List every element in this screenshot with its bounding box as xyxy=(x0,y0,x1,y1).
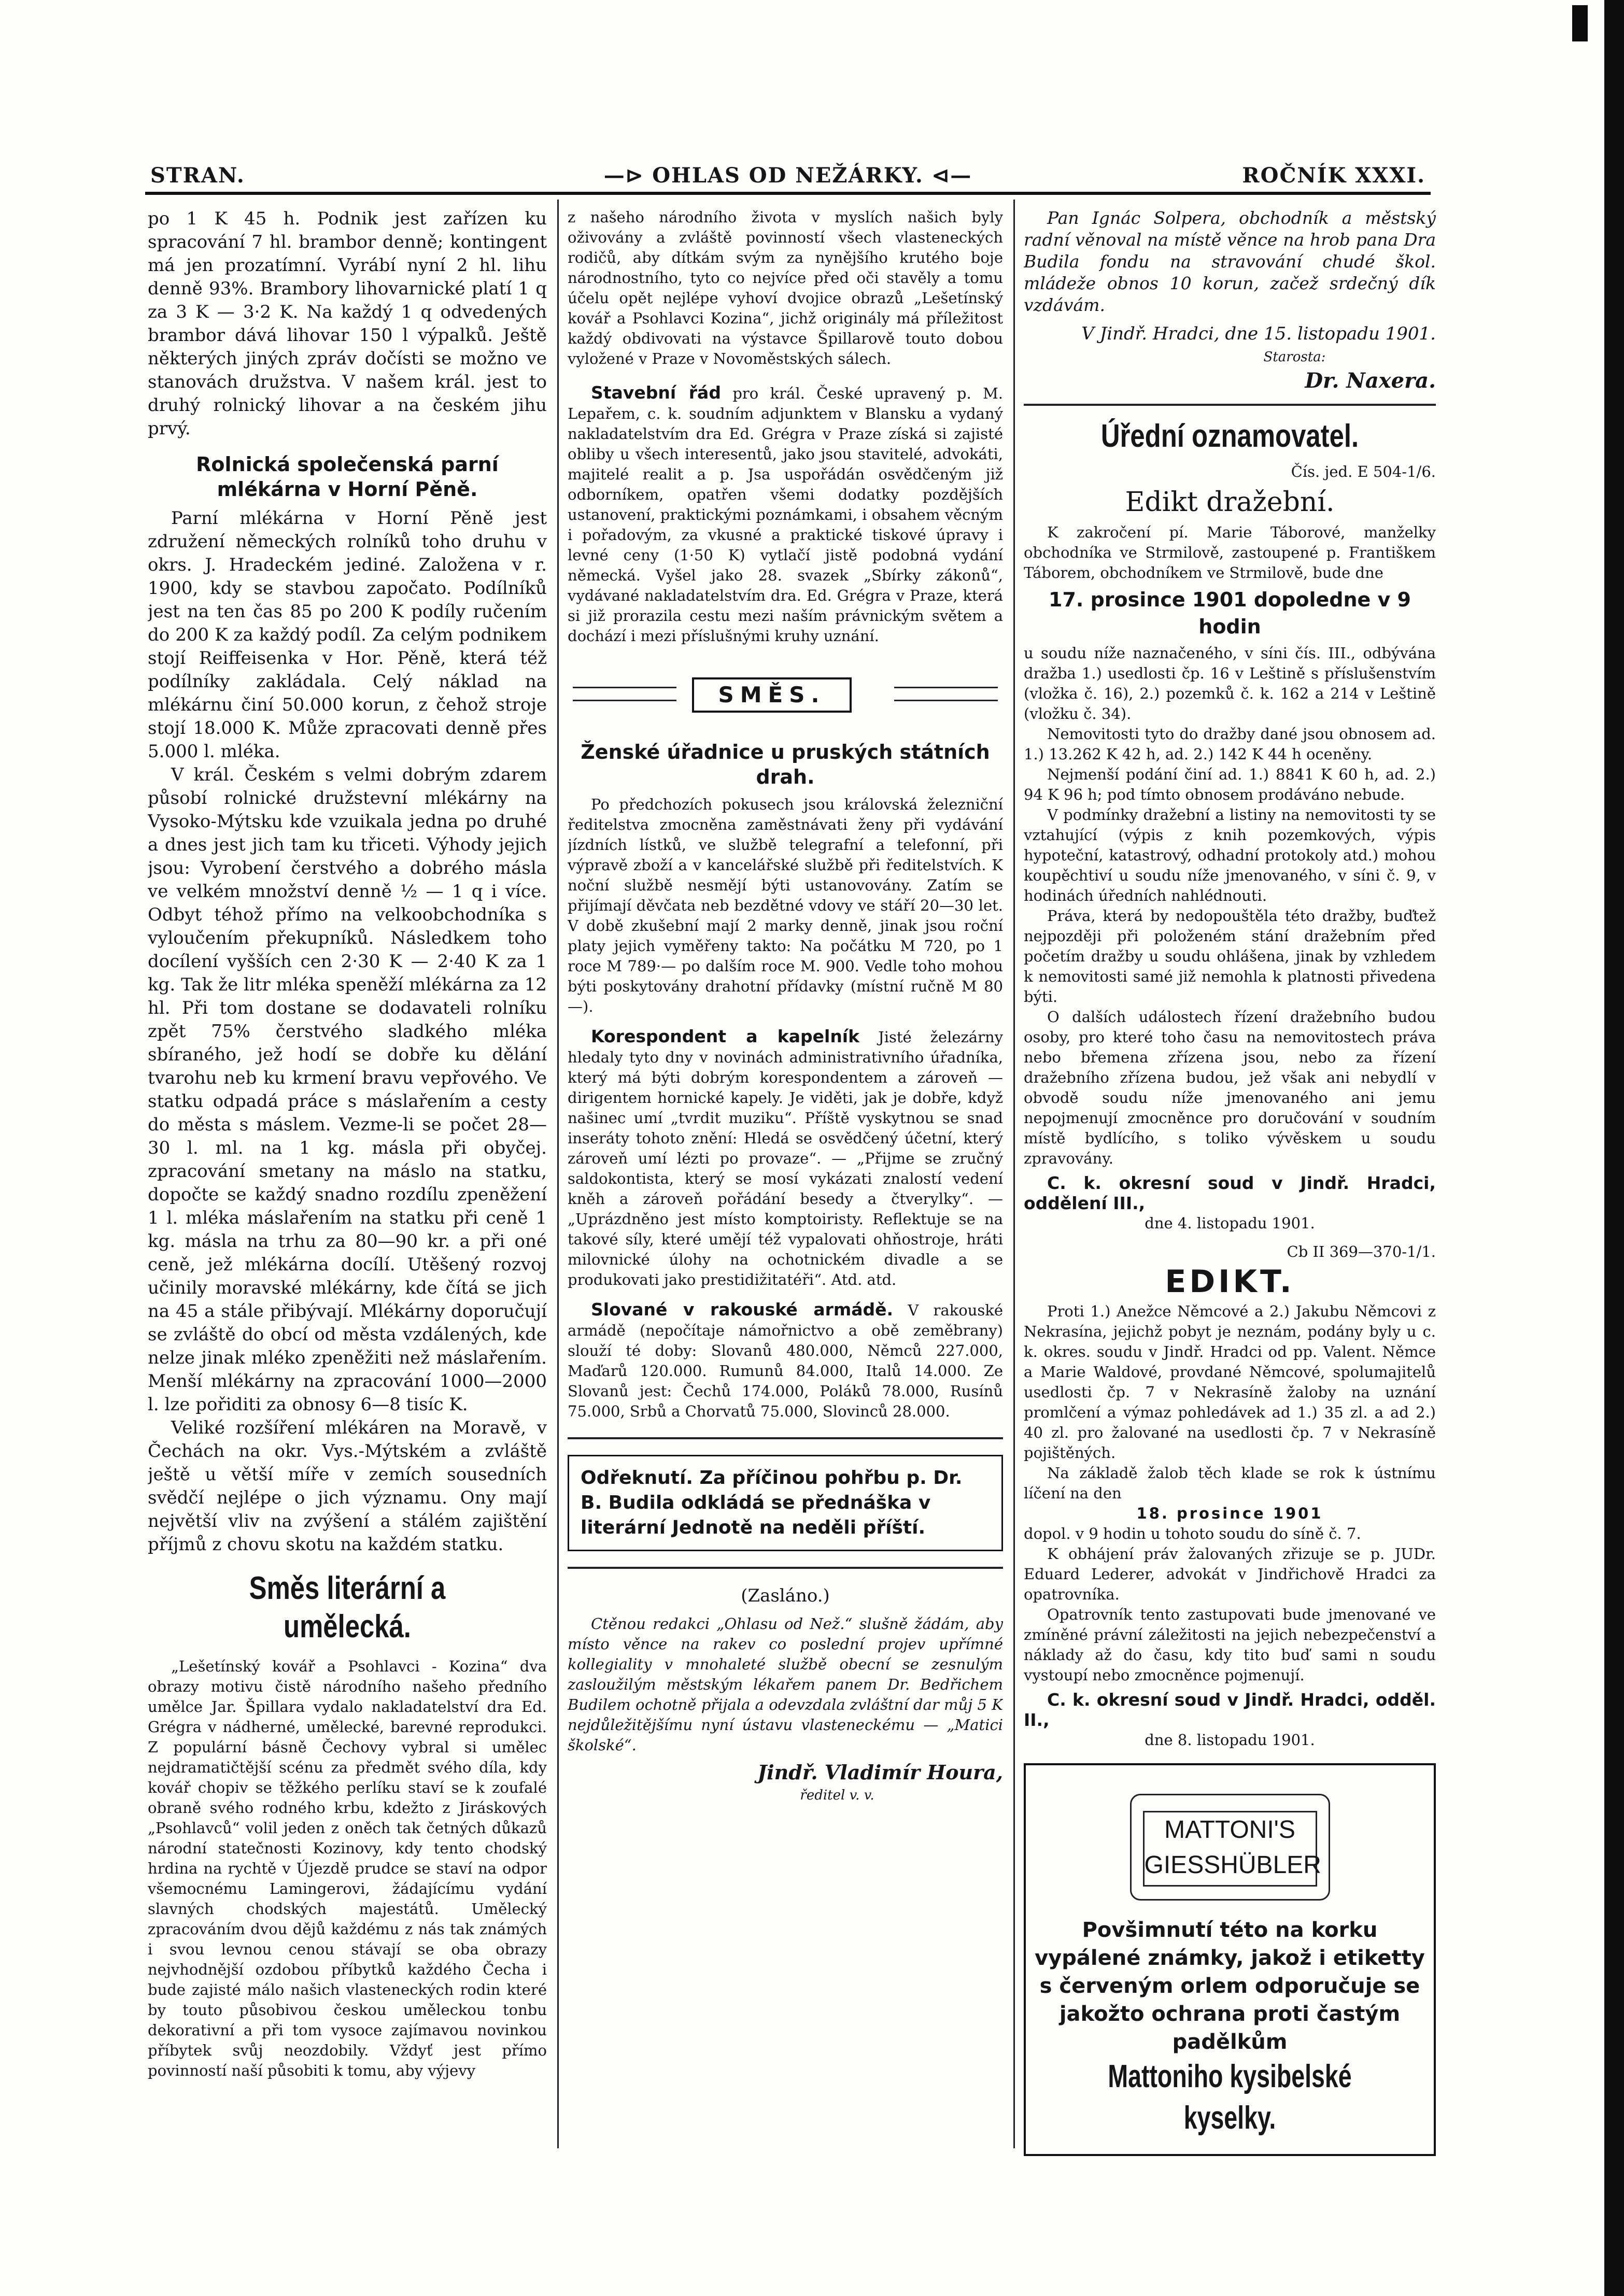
notice-box: Odřeknutí. Za příčinou pohřbu p. Dr. B. Budila odkládá se přednáška v literární Jednotě na neděli příští. xyxy=(568,1455,1003,1551)
edict-text: O dalších událostech řízení dražebního budou osoby, pro které toho času na nemovitostech práva nebo břemena zřízena jsou, nebo za řízení dražebního zřízena budou, jež však ani nebydlí v obvodě soudu níže jmenovaného ani jemu nepojmenují zmocněnce pro doručování v soudním místě bydlícího, s toliko vývěskem u soudu zpravovány. xyxy=(1024,1008,1436,1167)
paragraph-text: pro král. České upravený p. M. Lepařem, c. k. soudním adjunktem v Blansku a vydaný nakladatelstvím dra Ed. Grégra v Praze získá si zajisté obliby u všech interesentů, jako jsou stavitelé, advokáti, majitelé realit a p. Jsa uspořádán osvědčeným již odborníkem, opatřen všemi dodatky pozdějších ustanovení, praktickými poznámkami, i obsahem věcným i pořadovým, za vkusné a praktické tiskové úpravy i levné ceny (1·50 K) vytlačí jistě podobná vydání německá. Vyšel jako 28. svazek „Sbírky zákonů“, vydávané nakladatelstvím dra. Ed. Grégra v Praze, která si již prorazila cestu mezi naším právnickým světem a dochází i mezi příslušnými kruhy uznání. xyxy=(568,385,1003,645)
paragraph xyxy=(568,1299,1003,1422)
paragraph: Ctěnou redakci „Ohlasu od Než.“ slušně žádám, aby místo věnce na rakev co poslední projev upřímné kollegiality v mnohaleté službě obecní se zesnulým zasloužilým městským lékařem panem Dr. Bedřichem Budilem ochotně přijala a odevzdala zvláštní dar můj 5 K nejdůležitějšímu nyní ústavu vlasteneckému — „Matici školské“. xyxy=(568,1615,1003,1754)
paragraph: Veliké rozšíření mlékáren na Moravě, v Čechách na okr. Vys.-Mýtském a zvláště ještě u větší míře v zemích sousedních svědčí nejlépe o jich významu. Ony mají největší vliv na zvýšení a stálém zajištění příjmů z chovu skotu na každém statku. xyxy=(148,1418,547,1555)
cork-image xyxy=(1130,1794,1330,1901)
edict-text: u soudu níže naznačeného, v síni čís. III., odbývána dražba 1.) usedlosti čp. 16 v Leštině s příslušenstvím (vložka č. 16), 2.) pozemků č. k. 162 a 214 v Leštině (vložku č. 34). xyxy=(1024,644,1436,722)
paragraph: „Lešetínský kovář a Psohlavci - Kozina“ dva obrazy motivu čistě národního našeho předního umělce Jar. Špillara vydalo nakladatelství dra Ed. Grégra v nádherné, umělecké, barevné reprodukci. Z populární básně Čechovy vybral si umělec nejdramatičtější scénu za předmět svého díla, kdy kovář chopiv se těžkého perlíku staví se k zoufalé obraně svého rodného krbu, kdežto z Jiráskových „Psohlavců“ volil jeden z oněch tak četných důkazů národní statečnosti Kozinovy, kdy tento chodský hrdina na rychtě v Újezdě prudce se staví na odpor všemocnému Lamingerovi, žádajícímu vydání slavných chodských majestátů. Umělecký zpracováním dvou dějů každému z nás tak známých i svou levnou cenou stávají se oba obrazy nejvhodnější ozdobou příbytků každého Čecha i bude zajisté málo našich vlasteneckých rodin které by touto působivou českou uměleckou tonbu dekorativní a při tom vysoce zajímavou novinkou příbytek svůj neozdobily. Vždyť jest přímo povinností naší působiti k tomu, aby výjevy xyxy=(148,1657,547,2079)
edict-text: dopol. v 9 hodin u tohoto soudu do síně č. 7. xyxy=(1024,1525,1361,1542)
file-number: Cb II 369—370-1/1. xyxy=(1287,1243,1436,1260)
edict-text: K zakročení pí. Marie Táborové, manželky obchodníka ve Strmilově, zastoupené p. Františkem Táborem, obchodníkem ve Strmilově, bude dne xyxy=(1024,523,1436,582)
thanks-note: Pan Ignác Solpera, obchodník a městský radní věnoval na místě věnce na hrob pana Dra Budila fondu na stravování chudé škol. mládeže obnos 10 korun, začež srdečný dík vzdávám. xyxy=(1024,208,1436,315)
edict-text: Práva, která by nedopouštěla této dražby, buďtež nejpozději při položeném stání dražebním před početím dražby u soudu ohlášena, jinak by vzhledem k nemovitosti samé již nemohla k platnosti přivedena býti. xyxy=(1024,907,1436,1005)
hearing-date: 18. prosince 1901 xyxy=(1136,1505,1323,1522)
court-date: dne 4. listopadu 1901. xyxy=(1145,1214,1315,1232)
edict-text: V podmínky dražební a listiny na nemovitosti ty se vztahující (výpis z knih pozemkových, výpis hypoteční, katastrový, odhadní protokoly atd.) mohou koupěchtiví u soudu níže jmenovaného, v síni č. 9, v hodinách úředních nahlédnouti. xyxy=(1024,806,1436,904)
divider xyxy=(568,1567,1003,1569)
ornament-right xyxy=(894,687,998,701)
paragraph-text: Jisté železárny hledaly tyto dny v novinách administrativního úřadníka, který má býti dobrým korespondentem a zároveň — dirigentem hornické kapely. Je viděti, jak je dobře, když našinec umí „tvrdit muziku“. Příště vyskytnou se snad inseráty tohoto znění: Hledá se osvědčený účetní, který zároveň umí lézti po provaze“. — „Přijme se zručný saldokontista, který se mosí vykázati znalostí vedení kněh a zároveň pořádání besedy a čtverylky“. — „Uprázdněno jest místo komptoiristy. Reflektuje se na takové síly, které umějí též vypalovati ohňostroje, hráti milovnické úlohy na ochotnickém divadle a se produkovati jako prestidižitatéři“. Atd. atd. xyxy=(568,1028,1003,1288)
divider xyxy=(1024,404,1436,406)
signature-title: ředitel v. v. xyxy=(800,1788,874,1803)
paragraph: z našeho národního života v myslích našich byly oživovány a zvláště povinností všech vlasteneckých rodičů, aby dítkám svým za nynějšího krutého boje národnostního, tyto co nejvíce před oči stavěly a tomu účelu opět nejlépe vyhoví dvojice obrazů „Lešetínský kovář a Psohlavci Kozina“, jichž originály má příležitost každý obdivovati na výstavce Špillarově touto dobou vyložené v Praze v Novoměstských sálech. xyxy=(568,208,1003,367)
auction-date: 17. prosince 1901 dopoledne v 9 hodin xyxy=(1049,588,1411,638)
lead-in: Slované v rakouské armádě. xyxy=(591,1299,894,1320)
section-heading: Úřední oznamovatel. xyxy=(1100,418,1359,454)
ornament-left xyxy=(573,687,676,701)
column-3 xyxy=(1024,207,1436,2255)
paragraph xyxy=(568,1026,1003,1290)
column-2 xyxy=(568,207,1003,2255)
mattoni-advertisement xyxy=(1024,1763,1436,2156)
paragraph: Parní mlékárna v Horní Pěně jest združení německých rolníků toho druhu v okrs. J. Hradeckém jediné. Založena v r. 1900, kdy se stavbou započato. Podílníků jest na ten čas 85 po 200 K podíly ručením do 200 K za každý podíl. Za celým podnikem stojí Reiffeisenka v Hor. Pěně, která též podílníky zakládala. Celý náklad na mlékárnu činí 50.000 korun, z čehož stroje stojí 18.000 K. Může zpracovati denně přes 5.000 l. mléka. xyxy=(148,508,547,762)
paragraph: po 1 K 45 h. Podnik jest zařízen ku spracování 7 hl. brambor denně; kontingent má jen prozatímní. Vyrábí nyní 2 hl. lihu denně 93%. Brambory lihovarnické platí 1 q za 3 K — 3·2 K. Na každý 1 q odvedených brambor dává lihovar 150 l výpalků. Ještě některých jiných zpráv dočísti se možno ve stanovách družstva. V našem král. jest to druhý rolnický lihovar a na českém jihu prvý. xyxy=(148,208,547,439)
page-header xyxy=(145,158,1431,194)
paragraph: Po předchozích pokusech jsou královská železniční ředitelstva zmocněna zaměstnávati ženy při vydávání jízdních lístků, ve službě telegrafní a telefonní, při výpravě zboží a v kancelářské službě při ředitelstvích. K noční službě nesmějí býti ustanovovány. Zatím se přijímají děvčata neb bezdětné vdovy ve stáří 20—30 let. V době zkušební mají 2 marky denně, jinak jsou roční platy jejich vyměřeny takto: Na počátku M 720, po 1 roce M 789·— po dalším roce M. 900. Vedle toho mohou býti poskytovány drahotní přídavky (místní ručně M 80 —). xyxy=(568,796,1003,1015)
cork-brand-label: MATTONI'S GIESSHÜBLER xyxy=(1143,1811,1317,1887)
court-name: C. k. okresní soud v Jindř. Hradci, odděl. II., xyxy=(1024,1690,1436,1730)
lead-in: Stavební řád xyxy=(591,382,721,403)
divider xyxy=(568,1437,1003,1439)
paragraph-text: V rakouské armádě (nepočítaje námořnictvo a obě zeměbrany) slouží té doby: Slovanů 480.000, Němců 227.000, Maďarů 120.000. Rumunů 84.000, Italů 14.000. Ze Slovanů jest: Čechů 174.000, Poláků 78.000, Rusínů 75.000, Srbů a Chorvatů 75.000, Slovinců 28.000. xyxy=(568,1301,1003,1420)
ad-text: Povšimnutí této na korku vypálené známky, jakož i etiketty s červeným orlem odporučuje se jakožto ochrana proti častým padělkům xyxy=(1035,1918,1425,2054)
scan-edge-mark xyxy=(1572,5,1588,41)
edict-text: Nejmenší podání činí ad. 1.) 8841 K 60 h, ad. 2.) 94 K 96 h; pod tímto obnosem prodáváno nebude. xyxy=(1024,766,1436,803)
column-divider xyxy=(557,200,559,2148)
column-1 xyxy=(148,207,547,2255)
header-rule xyxy=(145,192,1431,195)
paragraph xyxy=(568,382,1003,646)
edict-text: Na základě žalob těch klade se rok k ústnímu líčení na den xyxy=(1024,1464,1436,1502)
edict-heading: EDIKT. xyxy=(1165,1264,1295,1300)
file-number: Čís. jed. E 504-1/6. xyxy=(1291,463,1436,480)
edict-text: Opatrovník tento zastupovati bude jmenované ve zmíněné právní záležitosti na jejich nebezpečenství a náklady až do času, kdy tito buď sami n soudu vystoupí nebo zmocněnce pojmenují. xyxy=(1024,1606,1436,1684)
column-divider xyxy=(1013,200,1015,2148)
section-heading: Směs literární a umělecká. xyxy=(249,1570,446,1645)
starosta-label: Starosta: xyxy=(1263,349,1326,365)
court-name: C. k. okresní soud v Jindř. Hradci, oddělení III., xyxy=(1024,1173,1436,1213)
place-date: V Jindř. Hradci, dne 15. listopadu 1901. xyxy=(1081,323,1436,344)
edict-text: K obhájení práv žalovaných zřizuje se p. JUDr. Eduard Lederer, advokát v Jindřichově Hradci za opatrovníka. xyxy=(1024,1545,1436,1603)
article-heading: Ženské úřadnice u pruských státních drah. xyxy=(581,741,990,788)
smes-heading: SMĚS. xyxy=(692,677,852,713)
zaslano-heading: (Zasláno.) xyxy=(741,1585,830,1606)
scan-edge-bar xyxy=(1604,0,1624,2296)
edict-heading: Edikt dražební. xyxy=(1125,487,1335,518)
header-masthead: —⊳ OHLAS OD NEŽÁRKY. ⊲— xyxy=(603,163,972,188)
smes-ornament xyxy=(568,662,1003,724)
header-volume: ROČNÍK XXXI. xyxy=(1242,163,1425,188)
paragraph: V král. Českém s velmi dobrým zdarem působí rolnické družstevní mlékárny na Vysoko-Mýtsku kde vzuikala jedna po druhé a dnes jest jich tam ku třiceti. Výhody jejich jsou: Vyrobení čerstvého a dobrého másla ve velkém množství denně ½ — 1 q i více. Odbyt téhož přímo na velkoobchodníka s vyloučením překupníků. Následkem toho docílení vyšších cen 2·30 K — 2·40 K za 1 kg. Tak že litr mléka speněží mlékárna za 12 hl. Při tom dostane se dodavateli rolníku zpět 75% čerstvého sladkého mléka sbíraného, jež hodí se dobře ku dělání tvarohu neb ku krmení bravu vepřového. Ve statku odpadá práce s máslařením a cesty do města s máslem. Vezme-li se počet 28—30 l. ml. na 1 kg. másla při obyčej. zpracování smetany na máslo na statku, dopočte se každý snadno rozdílu zpeněžení 1 l. mléka máslařením na statku při ceně 1 kg. másla na trhu za 80—90 kr. a při oné ceně, jež mlékárna docílí. Utěšený rozvoj učinily moravské mlékárny, kde čítá se jich na 45 a stále přibývají. Mlékárny doporučují se zvláště do obcí od města vzdálených, kde nelze jinak mléko zpeněžiti než máslařením. Menší mlékárny na zpracování 1000—2000 l. lze pořiditi za obnosy 6—8 tisíc K. xyxy=(148,764,547,1415)
edict-text: Nemovitosti tyto do dražby dané jsou obnosem ad. 1.) 13.262 K 42 h, ad. 2.) 142 K 44 h oceněny. xyxy=(1024,725,1436,763)
lead-in: Korespondent a kapelník xyxy=(591,1026,860,1046)
article-heading: Rolnická společenská parní mlékárna v Horní Pěně. xyxy=(196,453,499,501)
edict-text: Proti 1.) Anežce Němcové a 2.) Jakubu Němcovi z Nekrasína, jejichž pobyt je neznám, podány byly u c. k. okres. soudu v Jindř. Hradci od pp. Valent. Němce a Marie Waldové, provdané Němcové, spolumajitelů usedlosti čp. 7 v Nekrasíně žaloby na uznání promlčení a výmaz pohledávek ad 1.) 35 zl. a ad 2.) 40 zl. pro žalované na usedlosti čp. 7 v Nekrasíně pojištěných. xyxy=(1024,1302,1436,1462)
court-date: dne 8. listopadu 1901. xyxy=(1145,1731,1315,1749)
signature: Jindř. Vladimír Houra, xyxy=(757,1761,1003,1784)
starosta-name: Dr. Naxera. xyxy=(1305,369,1436,393)
header-page-label: STRAN. xyxy=(150,163,245,188)
ad-product-name: Mattoniho kysibelské kyselky. xyxy=(1108,2059,1352,2136)
